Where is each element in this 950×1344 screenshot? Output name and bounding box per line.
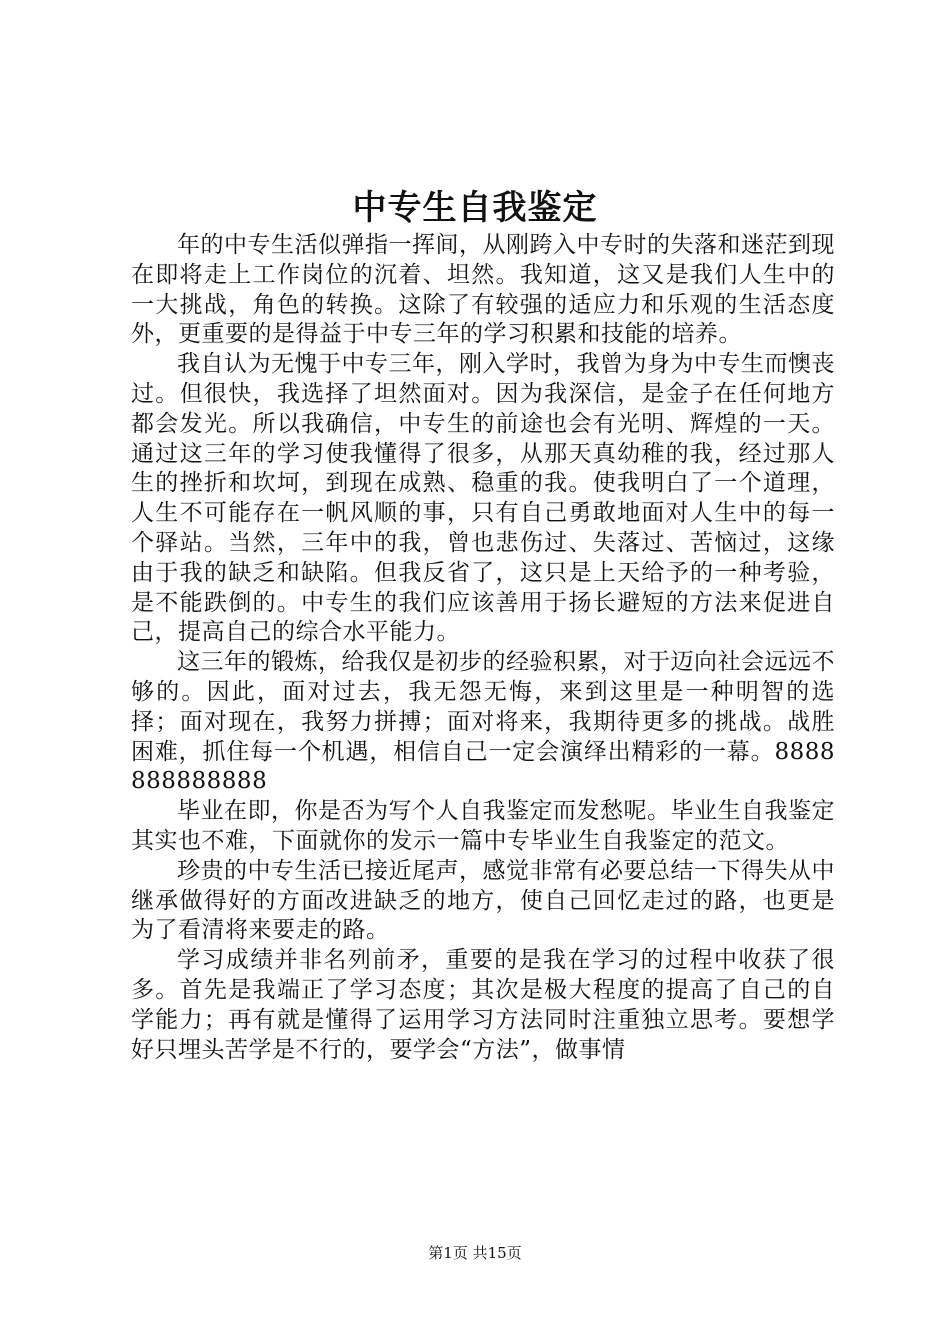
paragraph: 学习成绩并非名列前矛，重要的是我在学习的过程中收获了很多。首先是我端正了学习态度；其次是极大程度的提高了自己的自学能力；再有就是懂得了运用学习方法同时注重独立思考。要想学好只埋头苦学是不行的，要学会“方法”，做事情 [131,947,835,1063]
paragraph: 这三年的锻炼，给我仅是初步的经验积累，对于迈向社会远远不够的。因此，面对过去，我无怨无悔，来到这里是一种明智的选择；面对现在，我努力拼搏；面对将来，我期待更多的挑战。战胜困难，抓住每一个机遇，相信自己一定会演绎出精彩的一幕。8888888888888 [131,649,835,795]
paragraph: 珍贵的中专生活已接近尾声，感觉非常有必要总结一下得失从中继承做得好的方面改进缺乏的地方，使自己回忆走过的路，也更是为了看清将来要走的路。 [131,857,835,944]
page-number-footer: 第1页 共15页 [428,1244,522,1262]
paragraph: 我自认为无愧于中专三年，刚入学时，我曾为身为中专生而懊丧过。但很快，我选择了坦然面对。因为我深信，是金子在任何地方都会发光。所以我确信，中专生的前途也会有光明、辉煌的一天。通过这三年的学习使我懂得了很多，从那天真幼稚的我，经过那人生的挫折和坎坷，到现在成熟、稳重的我。使我明白了一个道理，人生不可能存在一帆风顺的事，只有自己勇敢地面对人生中的每一个驿站。当然，三年中的我，曾也悲伤过、失落过、苦恼过，这缘由于我的缺乏和缺陷。但我反省了，这只是上天给予的一种考验，是不能跌倒的。中专生的我们应该善用于扬长避短的方法来促进自己，提高自己的综合水平能力。 [131,351,835,646]
document-title: 中专生自我鉴定 [352,188,598,228]
document-body [131,231,835,1065]
paragraph: 年的中专生活似弹指一挥间，从刚跨入中专时的失落和迷茫到现在即将走上工作岗位的沉着、坦然。我知道，这又是我们人生中的一大挑战，角色的转换。这除了有较强的适应力和乐观的生活态度外，更重要的是得益于中专三年的学习积累和技能的培养。 [131,232,835,348]
paragraph: 毕业在即，你是否为写个人自我鉴定而发愁呢。毕业生自我鉴定其实也不难，下面就你的发示一篇中专毕业生自我鉴定的范文。 [131,798,835,854]
